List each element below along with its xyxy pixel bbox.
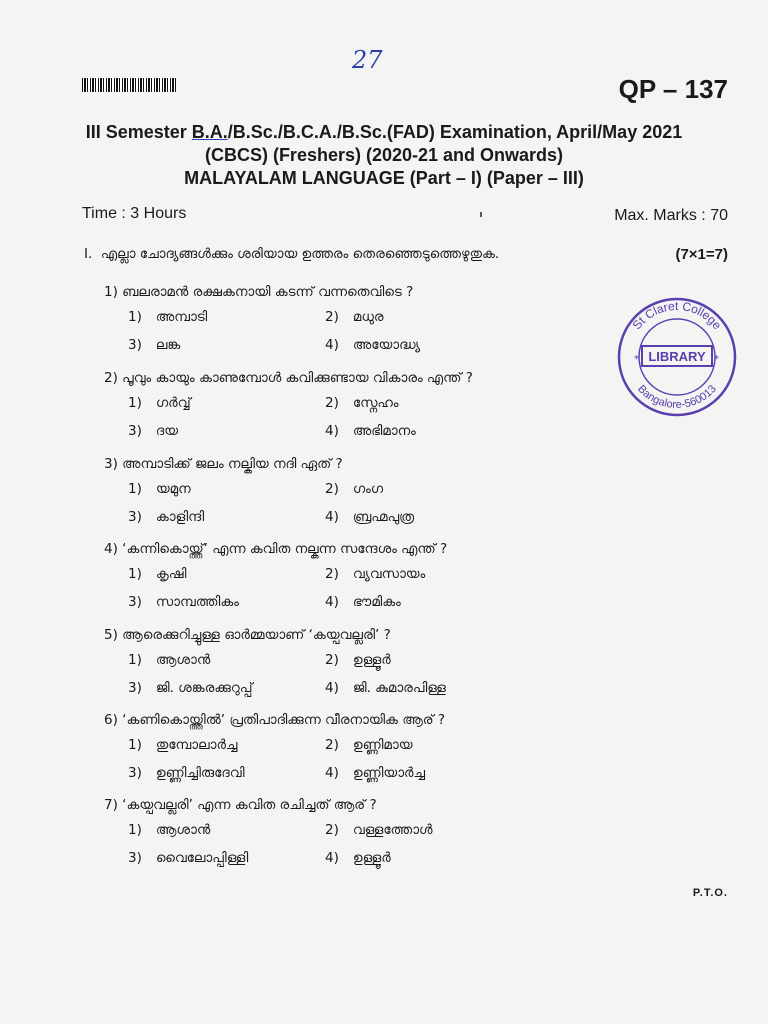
option-2 — [325, 652, 391, 668]
option-1 — [128, 652, 210, 668]
option-text: ഉണ്ണിയാർച്ച — [352, 765, 426, 781]
question-number: 5) — [104, 627, 118, 643]
option-4 — [325, 423, 416, 439]
option-3 — [128, 509, 204, 525]
exam-title-line2: (CBCS) (Freshers) (2020-21 and Onwards) — [204, 145, 564, 165]
option-1 — [128, 481, 191, 497]
option-number: 4) — [325, 337, 339, 353]
option-3 — [128, 850, 248, 866]
option-3 — [128, 765, 245, 781]
option-number: 4) — [325, 850, 339, 866]
option-text: ഗർവ്വ് — [155, 395, 191, 411]
option-text: സാമ്പത്തികം — [155, 594, 239, 610]
option-text: ഭൗമികം — [352, 594, 401, 610]
question-4 — [104, 541, 447, 557]
option-number: 2) — [325, 566, 339, 582]
option-text: ഉള്ളൂർ — [352, 652, 391, 668]
option-text: വൈലോപ്പിള്ളി — [155, 850, 249, 866]
option-1 — [128, 737, 237, 753]
option-2 — [325, 481, 383, 497]
option-number: 4) — [325, 680, 339, 696]
option-2 — [325, 822, 433, 838]
option-number: 1) — [128, 395, 142, 411]
option-4 — [325, 765, 425, 781]
option-2 — [325, 737, 413, 753]
option-number: 2) — [325, 481, 339, 497]
option-text: ഗംഗ — [352, 481, 384, 497]
stamp-city: Bangalore-560013 — [635, 383, 719, 412]
option-2 — [325, 309, 384, 325]
question-7 — [104, 797, 377, 813]
option-text: ബ്രഹ്മപുത്ര — [352, 509, 415, 525]
stamp-college: St Claret College — [629, 298, 725, 333]
handwritten-page-number: 27 — [352, 46, 383, 74]
section-instruction-text: എല്ലാ ചോദ്യങ്ങൾക്കും ശരിയായ ഉത്തരം തെരഞ്ഞെടുത്തെഴുതുക. — [100, 246, 500, 262]
stamp-center: LIBRARY — [648, 349, 706, 364]
option-1 — [128, 395, 191, 411]
question-number: 4) — [104, 541, 118, 557]
option-3 — [128, 594, 239, 610]
section-instruction — [84, 246, 499, 262]
exam-title-prefix: III Semester — [85, 122, 192, 142]
stamp-star-left: * — [634, 354, 639, 365]
question-number: 7) — [104, 797, 118, 813]
option-number: 3) — [128, 680, 142, 696]
option-4 — [325, 680, 446, 696]
question-text: പൂവും കായും കാണുമ്പോൾ കവിക്കുണ്ടായ വികാരം എന്ത് ? — [122, 370, 473, 386]
option-number: 3) — [128, 423, 142, 439]
option-number: 1) — [128, 309, 142, 325]
exam-title-rest: /B.Sc./B.C.A./B.Sc.(FAD) Examination, April/May 2021 — [227, 122, 683, 142]
option-number: 3) — [128, 509, 142, 525]
option-number: 2) — [325, 652, 339, 668]
option-number: 2) — [325, 395, 339, 411]
question-text: ആരെക്കുറിച്ചുള്ള ഓർമ്മയാണ് ‘കയ്പവല്ലരി’ ? — [122, 627, 391, 643]
option-text: ജി. കുമാരപിള്ള — [352, 680, 446, 696]
exam-title-line3: MALAYALAM LANGUAGE (Part – I) (Paper – III) — [184, 168, 584, 188]
question-2 — [104, 370, 473, 386]
option-3 — [128, 337, 180, 353]
question-number: 6) — [104, 712, 118, 728]
option-number: 3) — [128, 337, 142, 353]
question-text: അമ്പാടിക്ക് ജലം നല്കിയ നദി ഏത് ? — [122, 456, 343, 472]
option-1 — [128, 566, 186, 582]
option-text: തുമ്പോലാർച്ച — [155, 737, 238, 753]
option-text: വള്ളത്തോൾ — [352, 822, 433, 838]
exam-title-line1 — [0, 122, 768, 143]
option-text: ഉണ്ണിച്ചിരുദേവി — [155, 765, 245, 781]
option-number: 1) — [128, 737, 142, 753]
option-number: 3) — [128, 765, 142, 781]
option-number: 4) — [325, 594, 339, 610]
question-number: 3) — [104, 456, 118, 472]
option-2 — [325, 566, 425, 582]
question-text: ‘കയ്പവല്ലരി’ എന്ന കവിത രചിച്ചത് ആര് ? — [122, 797, 377, 813]
option-text: അഭിമാനം — [352, 423, 416, 439]
option-1 — [128, 309, 207, 325]
question-text: ‘കന്നികൊയ്ത്ത്’ എന്ന കവിത നല്കുന്ന സന്ദേശം എന്ത് ? — [122, 541, 448, 557]
option-4 — [325, 594, 401, 610]
option-text: മധുര — [352, 309, 384, 325]
question-5 — [104, 627, 391, 643]
question-6 — [104, 712, 445, 728]
option-number: 1) — [128, 481, 142, 497]
paper-code: QP – 137 — [618, 74, 728, 104]
option-4 — [325, 337, 420, 353]
option-2 — [325, 395, 399, 411]
option-4 — [325, 850, 391, 866]
page-footer-pto: P.T.O. — [692, 887, 728, 899]
option-number: 3) — [128, 594, 142, 610]
option-number: 3) — [128, 850, 142, 866]
option-text: ദയ — [155, 423, 178, 439]
option-text: ലങ്ക — [155, 337, 181, 353]
option-text: അയോദ്ധ്യ — [352, 337, 421, 353]
exam-title-course: B.A. — [191, 122, 228, 142]
option-text: കൃഷി — [155, 566, 187, 582]
option-number: 1) — [128, 652, 142, 668]
option-text: ആശാൻ — [155, 822, 211, 838]
section-number: I. — [84, 246, 93, 262]
question-3 — [104, 456, 343, 472]
option-number: 2) — [325, 309, 339, 325]
stamp-star-right: * — [714, 354, 719, 365]
option-number: 2) — [325, 822, 339, 838]
option-number: 4) — [325, 765, 339, 781]
option-number: 2) — [325, 737, 339, 753]
option-text: കാളിന്ദി — [155, 509, 205, 525]
option-text: യമുന — [155, 481, 191, 497]
question-1 — [104, 284, 413, 300]
option-text: ആശാൻ — [155, 652, 211, 668]
option-3 — [128, 680, 253, 696]
option-number: 4) — [325, 509, 339, 525]
option-text: അമ്പാടി — [155, 309, 208, 325]
exam-time: Time : 3 Hours — [82, 205, 187, 222]
max-marks: Max. Marks : 70 — [614, 207, 728, 224]
question-text: ‘കണികൊയ്ത്തിൽ’ പ്രതിപാദിക്കുന്ന വീരനായിക ആര് ? — [122, 712, 446, 728]
option-number: 1) — [128, 822, 142, 838]
question-number: 2) — [104, 370, 118, 386]
question-text: ബലരാമൻ രക്ഷകനായി കടന്ന് വന്നതെവിടെ ? — [122, 284, 414, 300]
option-1 — [128, 822, 210, 838]
option-text: ജി. ശങ്കരക്കുറുപ്പ് — [155, 680, 253, 696]
option-text: സ്നേഹം — [352, 395, 399, 411]
option-text: ഉള്ളൂർ — [352, 850, 391, 866]
barcode — [82, 78, 176, 92]
question-number: 1) — [104, 284, 118, 300]
scan-mark — [480, 212, 482, 217]
section-marks: (7×1=7) — [675, 246, 728, 263]
option-number: 4) — [325, 423, 339, 439]
option-number: 1) — [128, 566, 142, 582]
option-text: ഉണ്ണിമായ — [352, 737, 413, 753]
option-4 — [325, 509, 414, 525]
library-stamp — [616, 296, 738, 418]
option-text: വ്യവസായം — [352, 566, 426, 582]
option-3 — [128, 423, 178, 439]
